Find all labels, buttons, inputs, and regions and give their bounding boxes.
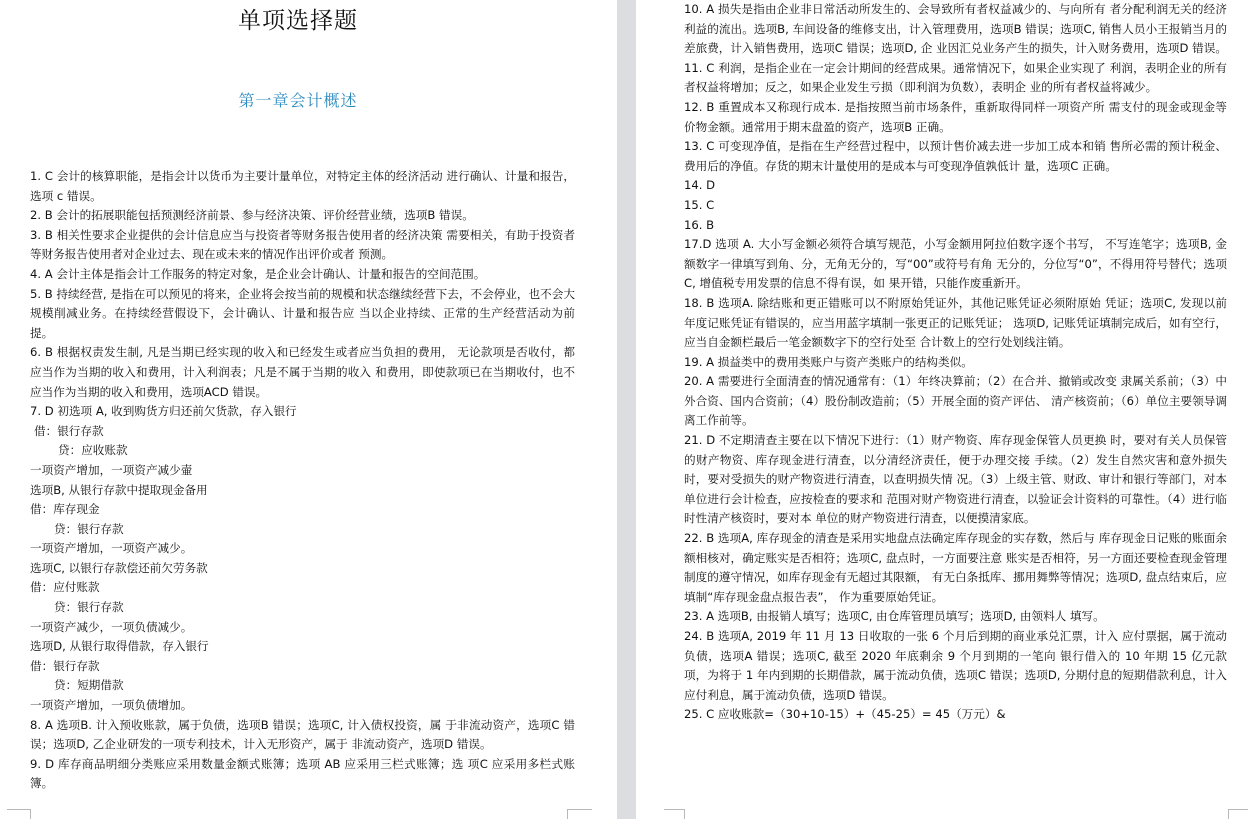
document-page-left <box>0 0 617 819</box>
crop-mark-bottom-left <box>664 809 685 819</box>
answer-paragraph: 选项C, 以银行存款偿还前欠劳务款 <box>30 560 208 575</box>
crop-mark-bottom-left <box>7 809 31 819</box>
chapter-heading: 第一章会计概述 <box>238 91 358 110</box>
answer-paragraph: 8. A 选项B. 计入预收账款，属于负债，选项B 错误；选项C, 计入债权投资，属 于非流动资产，选项C 错误；选项D, 乙企业研发的一项专利技术，计入无形资产，属于 非流动资产，选项D 错误。 <box>30 717 575 752</box>
crop-mark-bottom-right <box>567 809 592 819</box>
document-page-right <box>636 0 1248 819</box>
answer-paragraph: 22. B 选项A, 库存现金的清查是采用实地盘点法确定库存现金的实存数，然后与 库存现金日记账的账面余额相核对，确定账实是否相符；选项C, 盘点时，一方面要注意 账实是否相符，另一方面还要检查现金管理制度的遵守情况，如库存现金有无超过其限额， 有无白条抵库、挪用舞弊等情况；选项D, 盘点结束后，应填制“库存现金盘点报告表”， 作为重要原始凭证。 <box>684 531 1227 604</box>
answer-paragraph: 18. B 选项A. 除结账和更正错账可以不附原始凭证外，其他记账凭证必须附原始 凭证；选项C, 发现以前年度记账凭证有错误的，应当用蓝字填制一张更正的记账凭证； 选项D, 记账凭证填制完成后，如有空行，应当自金额栏最后一笔金额数字下的空行处至 合计数上的空行处划线注销。 <box>684 295 1227 350</box>
answer-paragraph: 13. C 可变现净值，是指在生产经营过程中，以预计售价减去进一步加工成本和销 售所必需的预计税金、费用后的净值。存货的期末计量使用的是成本与可变现净值孰低计 量，选项C 正确。 <box>684 139 1227 173</box>
answer-paragraph: 21. D 不定期清查主要在以下情况下进行：（1）财产物资、库存现金保管人员更换 时，要对有关人员保管的财产物资、库存现金进行清查，以分清经济责任，便于办理交接 手续。（2）发生自然灾害和意外损失时，要对受损失的财产物资进行清查，以查明损失情 况。（3）上级主管、财政、审计和银行等部门，对本单位进行会计检查，应按检查的要求和 范围对财产物资进行清查，以验证会计资料的可靠性。（4）进行临时性清产核资时，要对本 单位的财产物资进行清查，以便摸清家底。 <box>684 433 1227 526</box>
answer-paragraph: 一项资产增加，一项负债增加。 <box>30 698 193 713</box>
answer-paragraph: 4. A 会计主体是指会计工作服务的特定对象，是企业会计确认、计量和报告的空间范围。 <box>30 266 486 281</box>
answer-paragraph: 12. B 重置成本又称现行成本. 是指按照当前市场条件，重新取得同样一项资产所 需支付的现金或现金等价物金额。通常用于期末盘盈的资产，选项B 正确。 <box>684 99 1227 134</box>
answer-paragraph: 11. C 利润，是指企业在一定会计期间的经营成果。通常情况下，如果企业实现了 利润，表明企业的所有者权益将增加；反之，如果企业发生亏损（即利润为负数），表明企 业的所有者权益将减少。 <box>684 60 1227 95</box>
answer-paragraph: 贷：银行存款 <box>54 600 124 615</box>
answer-paragraph: 选项B, 从银行存款中提取现金备用 <box>30 482 208 497</box>
answer-paragraph: 贷：短期借款 <box>54 678 124 693</box>
answer-paragraph: 2. B 会计的拓展职能包括预测经济前景、参与经济决策、评价经营业绩，选项B 错误。 <box>30 208 474 223</box>
answer-paragraph: 3. B 相关性要求企业提供的会计信息应当与投资者等财务报告使用者的经济决策 需要相关，有助于投资者等财务报告使用者对企业过去、现在或未来的情况作出评价或者 预测。 <box>30 227 575 262</box>
answer-list-right <box>684 0 1227 725</box>
answer-paragraph: 贷：银行存款 <box>54 521 124 536</box>
answer-paragraph: 一项资产增加，一项资产减少。 <box>30 541 193 556</box>
answer-paragraph: 1. C 会计的核算职能，是指会计以货币为主要计量单位，对特定主体的经济活动 进行确认、计量和报告，选项 c 错误。 <box>30 169 575 203</box>
answer-paragraph: 贷：应收账款 <box>58 443 128 458</box>
answer-paragraph: 15. C <box>684 197 715 212</box>
crop-mark-bottom-right <box>1228 809 1248 819</box>
answer-paragraph: 借：库存现金 <box>30 502 100 517</box>
answer-paragraph: 9. D 库存商品明细分类账应采用数量金额式账簿；选项 AB 应采用三栏式账簿；选 项C 应采用多栏式账簿。 <box>30 756 575 791</box>
answer-paragraph: 借：应付账款 <box>30 580 100 595</box>
answer-paragraph: 6. B 根据权责发生制, 凡是当期已经实现的收入和已经发生或者应当负担的费用， 无论款项是否收付，都应当作为当期的收入和费用，计入利润表；凡是不属于当期的收入 和费用，即使款项已在当期收付，也不应当作为当期的收入和费用，选项ACD 错误。 <box>30 345 575 399</box>
answer-paragraph: 23. A 选项B, 由报销人填写；选项C, 由仓库管理员填写；选项D, 由领料人 填写。 <box>684 609 1105 624</box>
answer-paragraph: 7. D 初选项 A, 收到购货方归还前欠货款，存入银行 <box>30 404 297 419</box>
answer-paragraph: 20. A 需要进行全面清查的情况通常有：（1）年终决算前；（2）在合并、撤销或改变 隶属关系前；（3）中外合资、国内合资前；（4）股份制改造前；（5）开展全面的资产评估、 清产核资前；（6）单位主要领导调离工作前等。 <box>684 374 1227 428</box>
answer-paragraph: 14. D <box>684 178 716 193</box>
answer-paragraph: 10. A 损失是指由企业非日常活动所发生的、会导致所有者权益减少的、与向所有 者分配利润无关的经济利益的流出。选项B, 车间设备的维修支出，计入管理费用，选项B 错误；选项C, 销售人员小王报销当月的差旅费，计入销售费用，选项C 错误；选项D, 企 业因汇兑业务产生的损失，计入财务费用，选项D 错误。 <box>684 2 1227 56</box>
answer-list-left <box>30 167 575 794</box>
answer-paragraph: 一项资产增加，一项资产减少壷 <box>30 462 193 477</box>
answer-paragraph: 17.D 选项 A. 大小写金额必须符合填写规范，小写金额用阿拉伯数字逐个书写， 不写连笔字；选项B, 金额数字一律填写到角、分，无角无分的，写“00”或符号有角 无分的，分位写“0”，不得用符号替代；选项C, 增值税专用发票的信息不得有误，如 果开错，只能作废重新开。 <box>684 237 1227 291</box>
document-title: 单项选择题 <box>238 8 358 34</box>
answer-paragraph: 借：银行存款 <box>30 658 100 673</box>
answer-paragraph: 16. B <box>684 217 715 232</box>
answer-paragraph: 19. A 损益类中的费用类账户与资产类账户的结构类似。 <box>684 354 973 369</box>
answer-paragraph: 借：银行存款 <box>34 423 104 438</box>
page-gutter <box>617 0 636 819</box>
answer-paragraph: 一项资产减少，一项负债减少。 <box>30 619 193 634</box>
answer-paragraph: 5. B 持续经营, 是指在可以预见的将来，企业将会按当前的规模和状态继续经营下去，不会停业，也不会大规模削减业务。在持续经营假设下，会计确认、计量和报告应 当以企业持续、正常的生产经营活动为前提。 <box>30 286 575 340</box>
answer-paragraph: 24. B 选项A, 2019 年 11 月 13 日收取的一张 6 个月后到期的商业承兑汇票，计入 应付票据，属于流动负债，选项A 错误；选项C, 截至 2020 年底剩余 9 个月到期的一笔向 银行借入的 10 年期 15 亿元款项，为将于 1 年内到期的长期借款，属于流动负债，选项C 错误；选项D, 分期付息的短期借款利息，计入应付利息，属于流动负债，选项D 错误。 <box>684 629 1227 702</box>
answer-paragraph: 选项D, 从银行取得借款，存入银行 <box>30 639 209 654</box>
answer-paragraph: 25. C 应收账款=（30+10-15）+（45-25）= 45（万元）& <box>684 707 1006 722</box>
